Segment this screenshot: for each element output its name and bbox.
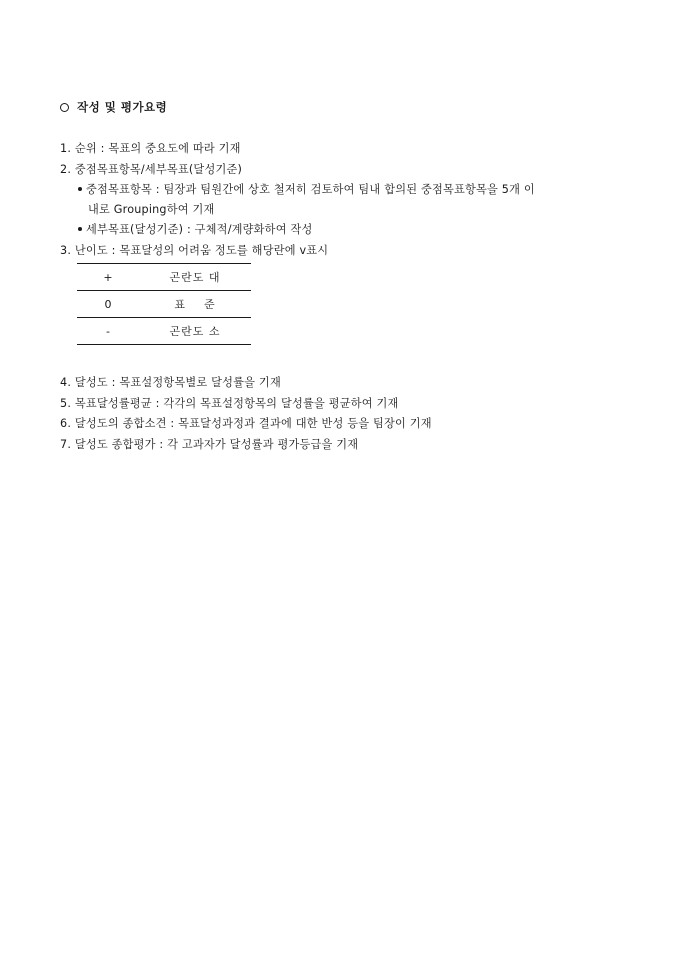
bullet-dot-icon <box>78 227 82 231</box>
table-row <box>77 291 251 318</box>
subitem-2a-text: 중점목표항목 : 팀장과 팀원간에 상호 철저히 검토하여 팀내 합의된 중점목표항목을 5개 이 <box>86 183 535 196</box>
circle-bullet-icon <box>60 103 69 112</box>
difficulty-symbol: 0 <box>77 291 139 318</box>
table-row <box>77 264 251 291</box>
difficulty-label: 표 준 <box>139 291 251 318</box>
difficulty-label: 곤란도 소 <box>139 318 251 345</box>
table-row <box>77 318 251 345</box>
instruction-subitem-2b <box>78 221 312 237</box>
difficulty-symbol: + <box>77 264 139 291</box>
instruction-item-5: 5. 목표달성률평균 : 각각의 목표설정항목의 달성률을 평균하여 기재 <box>60 397 399 410</box>
instruction-item-2: 2. 중점목표항목/세부목표(달성기준) <box>60 163 243 176</box>
instruction-item-1: 1. 순위 : 목표의 중요도에 따라 기재 <box>60 142 241 155</box>
section-heading <box>60 99 167 115</box>
instruction-subitem-2a <box>78 181 535 197</box>
heading-text: 작성 및 평가요령 <box>77 100 168 114</box>
bullet-dot-icon <box>78 187 82 191</box>
instruction-item-4: 4. 달성도 : 목표설정항목별로 달성률을 기재 <box>60 376 281 389</box>
instruction-subitem-2a-continuation: 내로 Grouping하여 기재 <box>88 203 215 216</box>
subitem-2b-text: 세부목표(달성기준) : 구체적/계량화하여 작성 <box>86 223 313 236</box>
instruction-item-7: 7. 달성도 종합평가 : 각 고과자가 달성률과 평가등급을 기재 <box>60 438 359 451</box>
difficulty-label: 곤란도 대 <box>139 264 251 291</box>
instruction-item-6: 6. 달성도의 종합소견 : 목표달성과정과 결과에 대한 반성 등을 팀장이 기재 <box>60 417 432 430</box>
instruction-item-3: 3. 난이도 : 목표달성의 어려움 정도를 해당란에 v표시 <box>60 244 329 257</box>
difficulty-table <box>77 263 251 345</box>
difficulty-symbol: - <box>77 318 139 345</box>
